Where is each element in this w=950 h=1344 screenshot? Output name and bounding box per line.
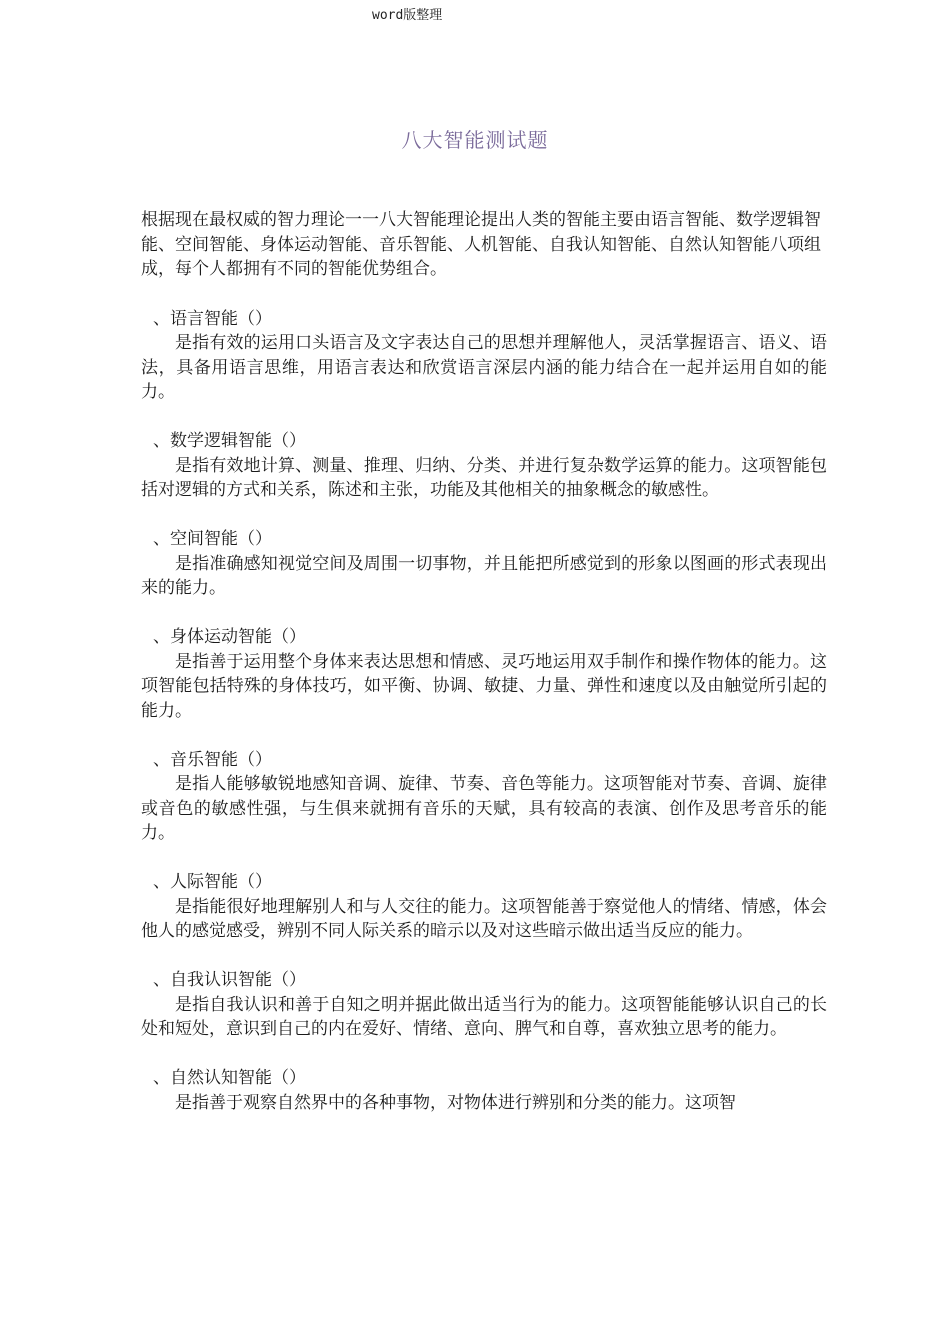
section-body: 是指准确感知视觉空间及周围一切事物，并且能把所感觉到的形象以图画的形式表现出来的能力。	[141, 553, 827, 598]
section-heading: 、数学逻辑智能（）	[153, 431, 306, 451]
section-heading: 、身体运动智能（）	[153, 627, 306, 647]
section-language	[141, 307, 827, 405]
intro-paragraph: 根据现在最权威的智力理论一一八大智能理论提出人类的智能主要由语言智能、数学逻辑智能、空间智能、身体运动智能、音乐智能、人机智能、自我认知智能、自然认知智能八项组成，每个人都拥有不同的智能优势组合。	[141, 210, 821, 279]
section-heading: 、音乐智能（）	[153, 749, 272, 770]
document-body	[141, 208, 827, 1140]
document-title: 八大智能测试题	[401, 128, 549, 152]
section-musical	[141, 748, 827, 846]
section-bodily-kinesthetic	[141, 625, 827, 723]
section-logic-math	[141, 429, 827, 503]
section-heading: 、空间智能（）	[153, 529, 272, 549]
section-body: 是指善于运用整个身体来表达思想和情感、灵巧地运用双手制作和操作物体的能力。这项智能包括特殊的身体技巧，如平衡、协调、敏捷、力量、弹性和速度以及由触觉所引起的能力。	[141, 651, 827, 721]
section-heading: 、自然认知智能（）	[153, 1068, 306, 1088]
section-heading: 、自我认识智能（）	[153, 970, 306, 990]
section-naturalist	[141, 1066, 827, 1115]
section-body: 是指有效的运用口头语言及文字表达自己的思想并理解他人，灵活掌握语言、语义、语法，具备用语言思维，用语言表达和欣赏语言深层内涵的能力结合在一起并运用自如的能力。	[141, 333, 827, 402]
section-body: 是指人能够敏锐地感知音调、旋律、节奏、音色等能力。这项智能对节奏、音调、旋律或音色的敏感性强，与生俱来就拥有音乐的天赋，具有较高的表演、创作及思考音乐的能力。	[141, 774, 827, 843]
section-intrapersonal	[141, 968, 827, 1042]
section-interpersonal	[141, 870, 827, 944]
section-body: 是指善于观察自然界中的各种事物，对物体进行辨别和分类的能力。这项智	[175, 1092, 736, 1113]
section-heading: 、语言智能（）	[153, 308, 272, 329]
section-heading: 、人际智能（）	[153, 872, 272, 892]
section-body: 是指能很好地理解别人和与人交往的能力。这项智能善于察觉他人的情绪、情感，体会他人的感觉感受，辨别不同人际关系的暗示以及对这些暗示做出适当反应的能力。	[141, 896, 827, 941]
section-spatial	[141, 527, 827, 601]
section-body: 是指自我认识和善于自知之明并据此做出适当行为的能力。这项智能能够认识自己的长处和短处，意识到自己的内在爱好、情绪、意向、脾气和自尊，喜欢独立思考的能力。	[141, 994, 827, 1039]
page-header: word版整理	[372, 8, 443, 23]
section-body: 是指有效地计算、测量、推理、归纳、分类、并进行复杂数学运算的能力。这项智能包括对逻辑的方式和关系，陈述和主张，功能及其他相关的抽象概念的敏感性。	[141, 455, 827, 500]
